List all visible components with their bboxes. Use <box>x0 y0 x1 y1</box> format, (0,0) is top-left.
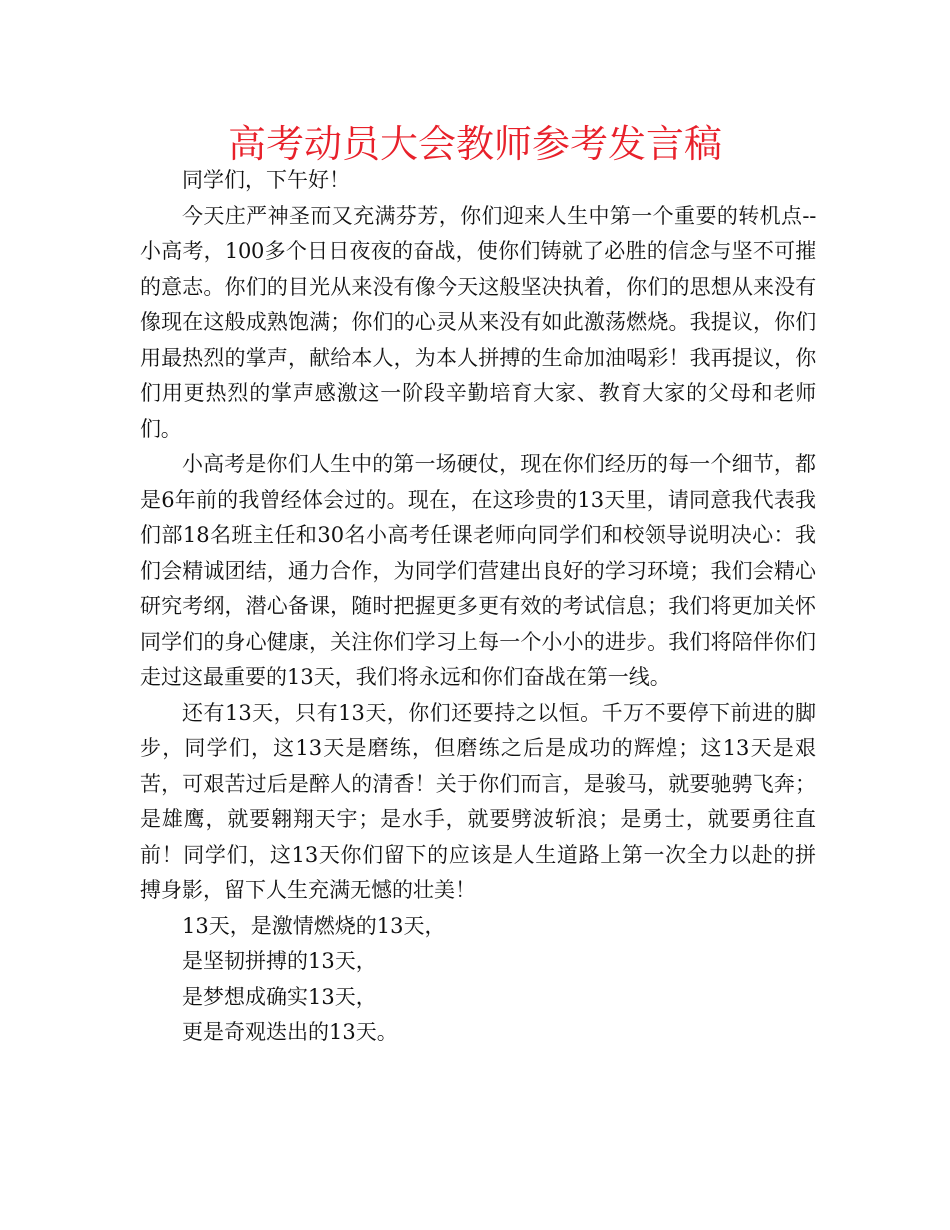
closing-line-3: 是梦想成确实13天， <box>182 984 377 1009</box>
document-title: 高考动员大会教师参考发言稿 <box>227 122 722 166</box>
greeting: 同学们，下午好！ <box>182 168 350 192</box>
paragraph-encouragement: 还有13天，只有13天，你们还要持之以恒。千万不要停下前进的脚步，同学们，这13天是磨练，但磨练之后是成功的辉煌；这13天是艰苦，可艰苦过后是醉人的清香！关于你们而言，是骏马，就要驰骋飞奔；是雄鹰，就要翱翔天宇；是水手，就要劈波斩浪；是勇士，就要勇往直前！同学们，这13天你们留下的应该是人生道路上第一次全力以赴的拼搏身影，留下人生充满无憾的壮美！ <box>140 700 816 902</box>
closing-line-1: 13天，是激情燃烧的13天， <box>182 913 446 938</box>
document-body <box>140 163 816 1051</box>
paragraph-opening: 今天庄严神圣而又充满芬芳，你们迎来人生中第一个重要的转机点--小高考，100多个日日夜夜的奋战，使你们铸就了必胜的信念与坚不可摧的意志。你们的目光从来没有像今天这般坚决执着，你们的思想从来没有像现在这般成熟饱满；你们的心灵从来没有如此激荡燃烧。我提议，你们用最热烈的掌声，献给本人，为本人拼搏的生命加油喝彩！我再提议，你们用更热烈的掌声感激这一阶段辛勤培育大家、教育大家的父母和老师们。 <box>140 203 816 441</box>
closing-line-4: 更是奇观迭出的13天。 <box>182 1020 398 1044</box>
paragraph-commitment: 小高考是你们人生中的第一场硬仗，现在你们经历的每一个细节，都是6年前的我曾经体会过的。现在，在这珍贵的13天里，请同意我代表我们部18名班主任和30名小高考任课老师向同学们和校领导说明决心：我们会精诚团结，通力合作，为同学们营建出良好的学习环境；我们会精心研究考纲，潜心备课，随时把握更多更有效的考试信息；我们将更加关怀同学们的身心健康，关注你们学习上每一个小小的进步。我们将陪伴你们走过这最重要的13天，我们将永远和你们奋战在第一线。 <box>140 452 816 689</box>
closing-line-2: 是坚韧拼搏的13天， <box>182 949 377 973</box>
